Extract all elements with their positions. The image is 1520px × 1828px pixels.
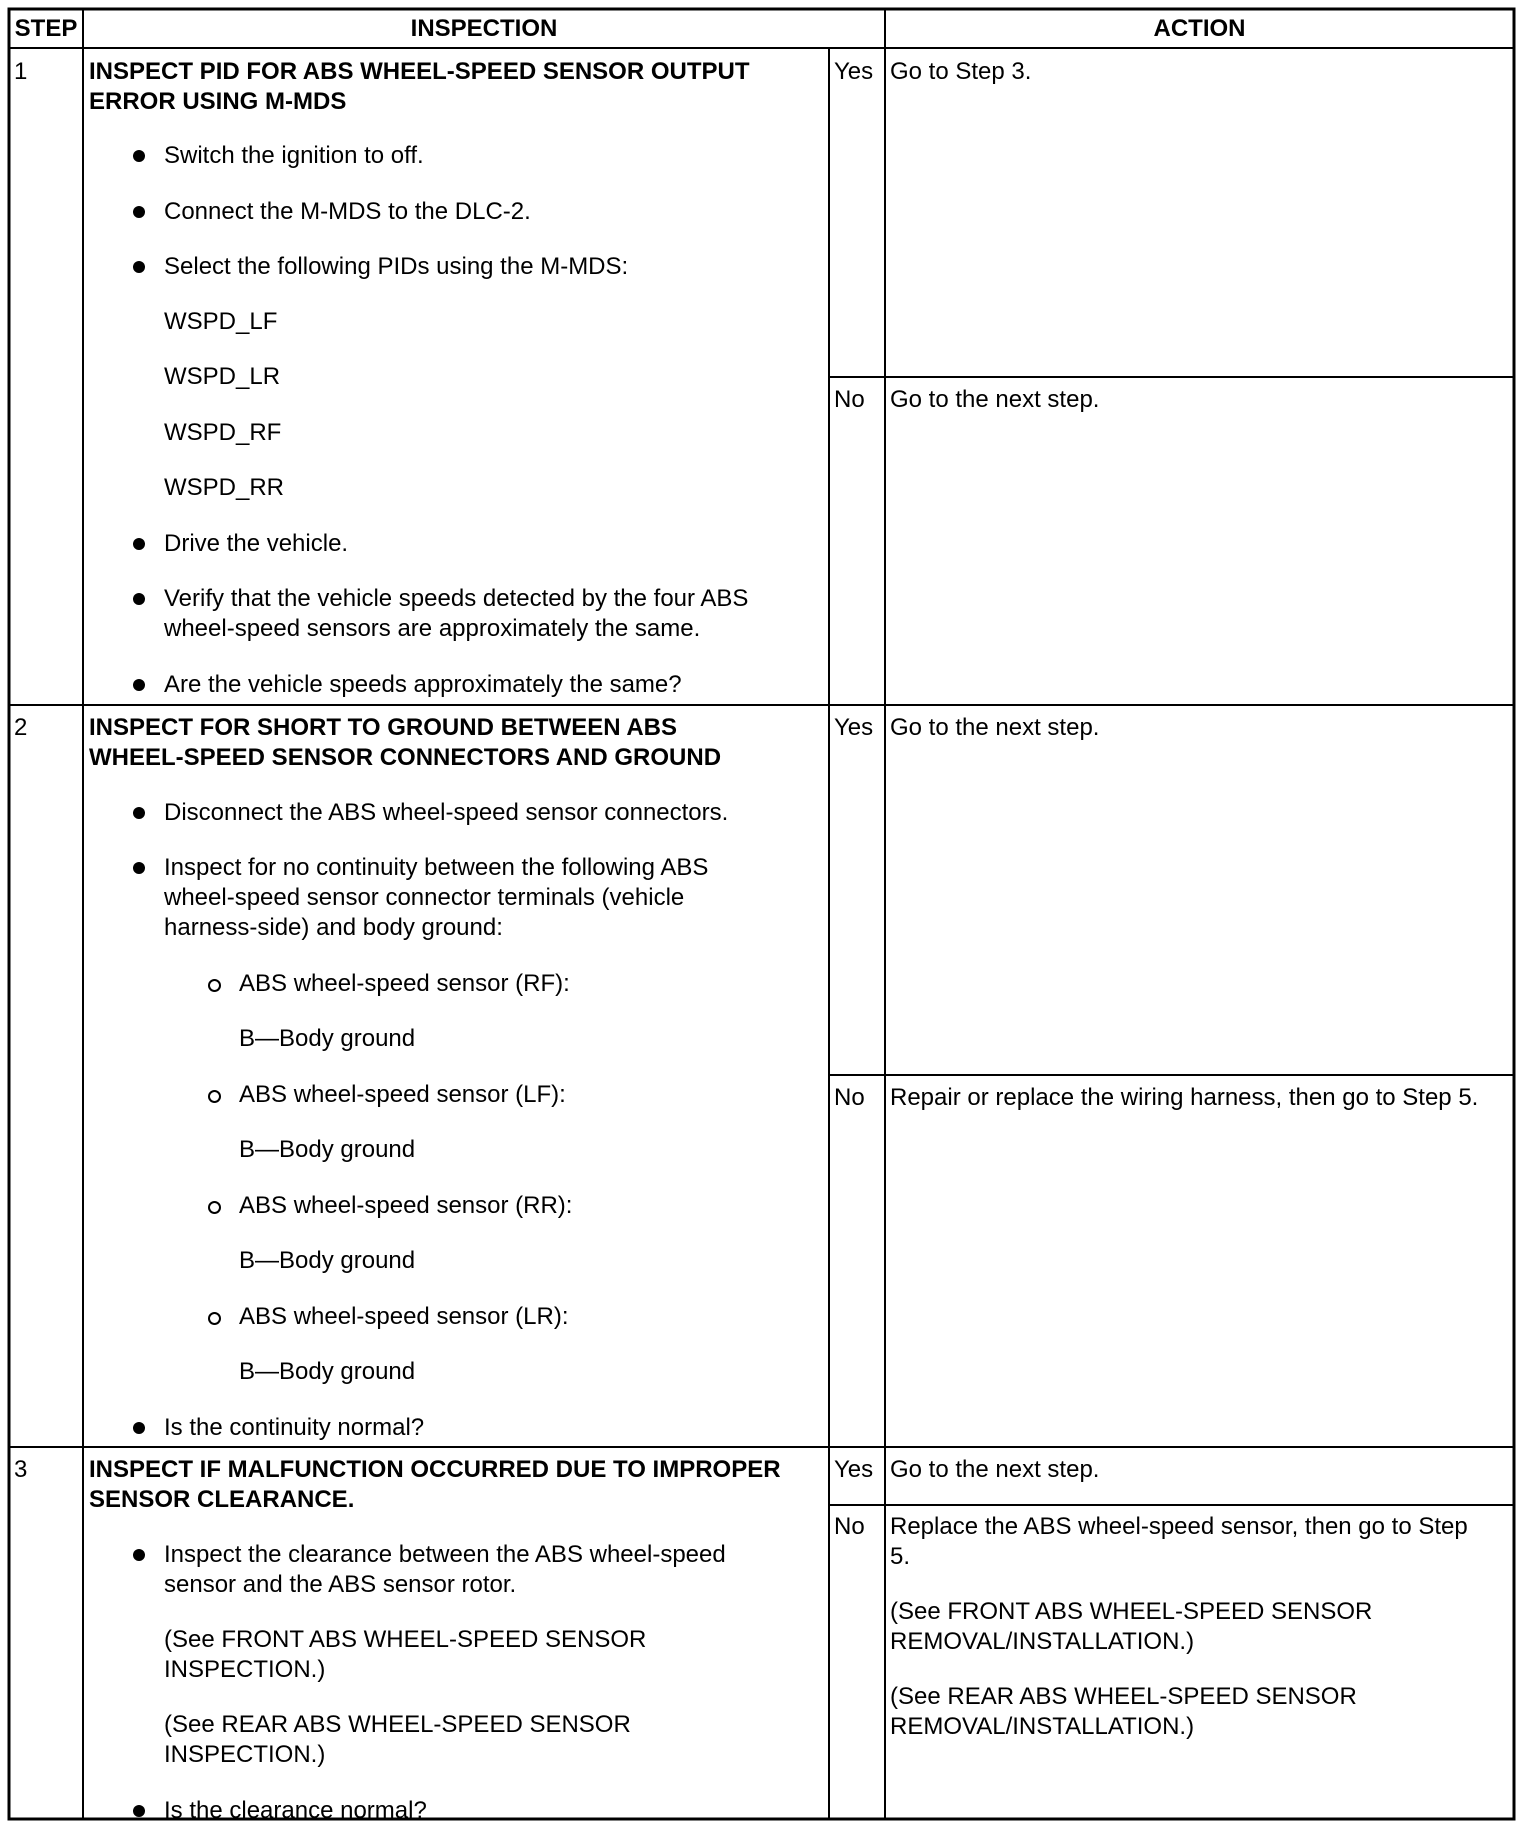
sensor-label: ABS wheel-speed sensor (LR): bbox=[239, 1303, 569, 1330]
pid-item: WSPD_RF bbox=[164, 419, 282, 446]
no-action: Replace the ABS wheel-speed sensor, then go to Step bbox=[890, 1513, 1468, 1540]
bullet-icon bbox=[133, 538, 145, 550]
list-item: Inspect for no continuity between the following ABS bbox=[164, 854, 709, 881]
reference-text: (See REAR ABS WHEEL-SPEED SENSOR bbox=[890, 1683, 1357, 1710]
bullet-icon bbox=[133, 807, 145, 819]
reference-text: (See FRONT ABS WHEEL-SPEED SENSOR bbox=[890, 1598, 1373, 1625]
no-label: No bbox=[834, 1084, 865, 1111]
header-inspection: INSPECTION bbox=[410, 15, 558, 42]
bullet-icon bbox=[133, 679, 145, 691]
reference-text: REMOVAL/INSTALLATION.) bbox=[890, 1628, 1195, 1655]
no-action: Repair or replace the wiring harness, then go to Step 5. bbox=[890, 1084, 1479, 1111]
list-item: Drive the vehicle. bbox=[164, 530, 349, 557]
list-item: wheel-speed sensor connector terminals (vehicle bbox=[164, 884, 685, 911]
yes-label: Yes bbox=[834, 58, 874, 85]
step-number: 3 bbox=[14, 1456, 28, 1483]
list-item: Are the vehicle speeds approximately the same? bbox=[164, 671, 682, 698]
reference-text: INSPECTION.) bbox=[164, 1741, 326, 1768]
circle-bullet-icon bbox=[208, 979, 221, 992]
header-action: ACTION bbox=[1153, 15, 1246, 42]
reference-text: (See REAR ABS WHEEL-SPEED SENSOR bbox=[164, 1711, 631, 1738]
bullet-icon bbox=[133, 150, 145, 162]
header-step: STEP bbox=[14, 15, 78, 42]
list-item: wheel-speed sensors are approximately the same. bbox=[164, 615, 701, 642]
bullet-icon bbox=[133, 1422, 145, 1434]
circle-bullet-icon bbox=[208, 1090, 221, 1103]
list-item: Inspect the clearance between the ABS wheel-speed bbox=[164, 1541, 726, 1568]
reference-text: (See FRONT ABS WHEEL-SPEED SENSOR bbox=[164, 1626, 647, 1653]
reference-text: INSPECTION.) bbox=[164, 1656, 326, 1683]
step-title: WHEEL-SPEED SENSOR CONNECTORS AND GROUND bbox=[89, 744, 722, 771]
list-item: Switch the ignition to off. bbox=[164, 142, 424, 169]
yes-action: Go to Step 3. bbox=[890, 58, 1032, 85]
bullet-icon bbox=[133, 1549, 145, 1561]
sensor-label: ABS wheel-speed sensor (LF): bbox=[239, 1081, 566, 1108]
pid-item: WSPD_RR bbox=[164, 474, 285, 501]
pid-item: WSPD_LF bbox=[164, 308, 278, 335]
step-number: 2 bbox=[14, 714, 28, 741]
yes-label: Yes bbox=[834, 1456, 874, 1483]
yes-action: Go to the next step. bbox=[890, 1456, 1100, 1483]
list-item: Select the following PIDs using the M-MDS: bbox=[164, 253, 629, 280]
yes-action: Go to the next step. bbox=[890, 714, 1100, 741]
bullet-icon bbox=[133, 593, 145, 605]
bullet-icon bbox=[133, 1805, 145, 1817]
bullet-icon bbox=[133, 862, 145, 874]
sensor-terminal: B—Body ground bbox=[239, 1136, 416, 1163]
step-number: 1 bbox=[14, 58, 28, 85]
sensor-terminal: B—Body ground bbox=[239, 1247, 416, 1274]
step-title: INSPECT IF MALFUNCTION OCCURRED DUE TO IMPROPER bbox=[89, 1456, 781, 1483]
list-item: Connect the M-MDS to the DLC-2. bbox=[164, 198, 531, 225]
step-title: ERROR USING M-MDS bbox=[89, 88, 347, 115]
step-title: INSPECT FOR SHORT TO GROUND BETWEEN ABS bbox=[89, 714, 678, 741]
list-item: Is the clearance normal? bbox=[164, 1797, 427, 1824]
list-item: Disconnect the ABS wheel-speed sensor connectors. bbox=[164, 799, 729, 826]
sensor-label: ABS wheel-speed sensor (RF): bbox=[239, 970, 570, 997]
sensor-label: ABS wheel-speed sensor (RR): bbox=[239, 1192, 573, 1219]
list-item: Is the continuity normal? bbox=[164, 1414, 425, 1441]
bullet-icon bbox=[133, 206, 145, 218]
no-action: 5. bbox=[890, 1543, 911, 1570]
yes-label: Yes bbox=[834, 714, 874, 741]
sensor-terminal: B—Body ground bbox=[239, 1025, 416, 1052]
step-title: INSPECT PID FOR ABS WHEEL-SPEED SENSOR OUTPUT bbox=[89, 58, 750, 85]
step-title: SENSOR CLEARANCE. bbox=[89, 1486, 355, 1513]
reference-text: REMOVAL/INSTALLATION.) bbox=[890, 1713, 1195, 1740]
no-action: Go to the next step. bbox=[890, 386, 1100, 413]
no-label: No bbox=[834, 1513, 865, 1540]
list-item: Verify that the vehicle speeds detected by the four ABS bbox=[164, 585, 749, 612]
pid-item: WSPD_LR bbox=[164, 363, 281, 390]
list-item: sensor and the ABS sensor rotor. bbox=[164, 1571, 517, 1598]
circle-bullet-icon bbox=[208, 1312, 221, 1325]
circle-bullet-icon bbox=[208, 1201, 221, 1214]
list-item: harness-side) and body ground: bbox=[164, 914, 503, 941]
sensor-terminal: B—Body ground bbox=[239, 1358, 416, 1385]
bullet-icon bbox=[133, 261, 145, 273]
no-label: No bbox=[834, 386, 865, 413]
